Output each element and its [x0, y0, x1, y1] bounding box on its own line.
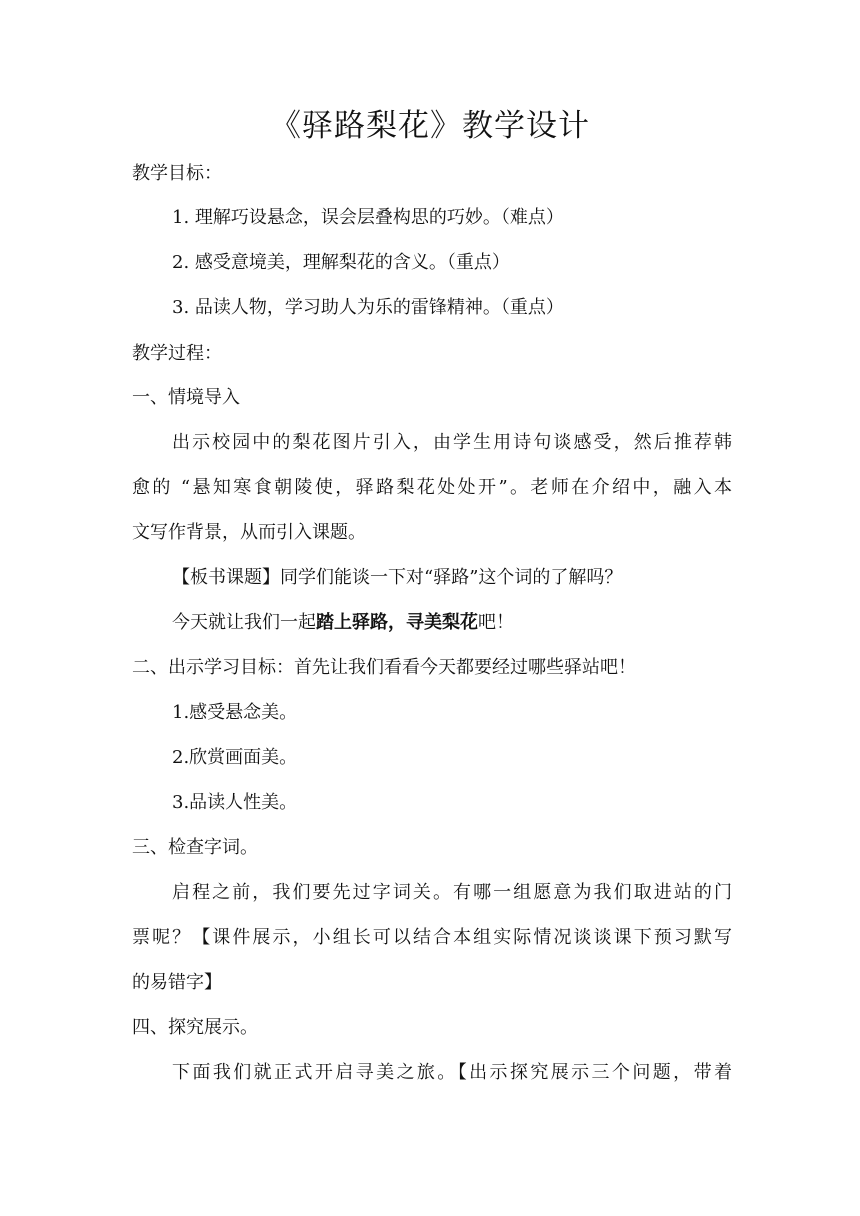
today-bold-2: 寻美梨花 — [406, 612, 478, 633]
section1-para-line-3: 文写作背景，从而引入课题。 — [132, 522, 366, 543]
today-bold-1: 踏上驿路， — [316, 612, 406, 633]
section1-para-line-1: 出示校园中的梨花图片引入，由学生用诗句谈感受，然后推荐韩 — [172, 432, 732, 453]
today-line — [172, 611, 772, 635]
objective-item-3: 3. 品读人物，学习助人为乐的雷锋精神。（重点） — [172, 297, 564, 318]
objective-item-2: 2. 感受意境美，理解梨花的含义。（重点） — [172, 252, 510, 273]
section2-item-2: 2.欣赏画面美。 — [172, 747, 298, 768]
section2-item-1: 1.感受悬念美。 — [172, 702, 298, 723]
section2-heading: 二、出示学习目标：首先让我们看看今天都要经过哪些驿站吧！ — [132, 657, 636, 678]
section1-para-line-2: 愈的 “悬知寒食朝陵使，驿路梨花处处开”。老师在介绍中，融入本 — [132, 477, 732, 498]
section1-heading: 一、情境导入 — [132, 387, 240, 408]
section4-para-line-1: 下面我们就正式开启寻美之旅。【出示探究展示三个问题，带着 — [172, 1062, 732, 1083]
board-title-line: 【板书课题】同学们能谈一下对“驿路”这个词的了解吗？ — [172, 567, 623, 588]
section3-para-line-1: 启程之前，我们要先过字词关。有哪一组愿意为我们取进站的门 — [172, 882, 732, 903]
section4-heading: 四、探究展示。 — [132, 1017, 258, 1038]
process-heading: 教学过程： — [132, 343, 222, 364]
objective-item-1: 1. 理解巧设悬念，误会层叠构思的巧妙。（难点） — [172, 207, 564, 228]
section3-para-line-3: 的易错字】 — [132, 972, 222, 993]
objectives-heading: 教学目标： — [132, 163, 222, 184]
today-suffix: 吧！ — [478, 612, 514, 633]
today-prefix: 今天就让我们一起 — [172, 612, 316, 633]
section3-para-line-2: 票呢？【课件展示，小组长可以结合本组实际情况谈谈课下预习默写 — [132, 927, 732, 948]
section2-item-3: 3.品读人性美。 — [172, 792, 298, 813]
section3-heading: 三、检查字词。 — [132, 837, 258, 858]
document-title: 《驿路梨花》教学设计 — [270, 108, 590, 144]
